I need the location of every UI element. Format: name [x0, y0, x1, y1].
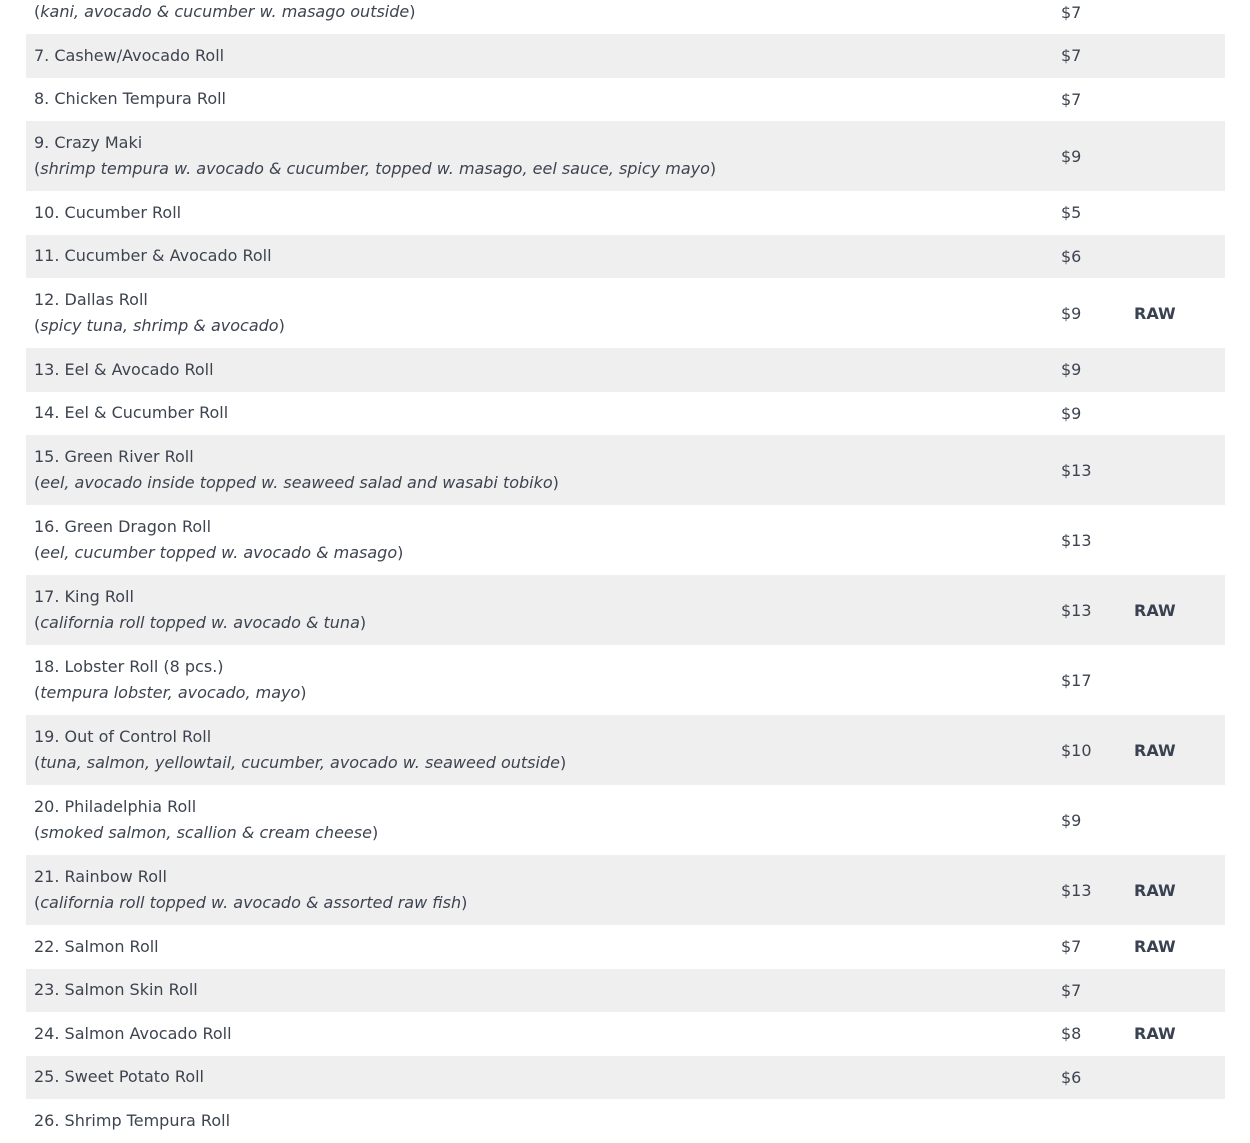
menu-item-description-text: california roll topped w. avocado & assorted raw fish [40, 893, 462, 912]
menu-item-price: $6 [1061, 246, 1082, 266]
menu-item-description-text: kani, avocado & cucumber w. masago outside [40, 2, 410, 21]
menu-item-cell [26, 0, 1061, 25]
menu-item-name: 7. Cashew/Avocado Roll [34, 45, 225, 65]
menu-item-name: 16. Green Dragon Roll [34, 517, 212, 536]
menu-row [26, 191, 1225, 235]
menu-item-description-text: california roll topped w. avocado & tuna [40, 613, 360, 632]
raw-badge: RAW [1134, 1024, 1176, 1044]
raw-badge: RAW [1134, 937, 1176, 957]
menu-item-price: $7 [1061, 2, 1082, 22]
menu-row [26, 78, 1225, 122]
menu-item-cell [26, 934, 1061, 960]
menu-item-description-text: eel, cucumber topped w. avocado & masago [40, 543, 398, 562]
menu-item-description-text: spicy tuna, shrimp & avocado [40, 316, 279, 335]
menu-item-name: 18. Lobster Roll (8 pcs.) [34, 657, 224, 676]
menu-row [26, 505, 1225, 575]
menu-item-cell [26, 1021, 1061, 1047]
menu-row [26, 715, 1225, 785]
menu-item-name: 23. Salmon Skin Roll [34, 980, 198, 1000]
menu-item-price: $10 [1061, 740, 1092, 760]
menu-row [26, 1099, 1225, 1143]
menu-item-name: 12. Dallas Roll [34, 290, 148, 309]
menu-item-name: 9. Crazy Maki [34, 133, 143, 152]
menu-item-cell [26, 200, 1061, 226]
menu-row [26, 235, 1225, 279]
menu-item-name: 20. Philadelphia Roll [34, 797, 197, 816]
menu-row [26, 855, 1225, 925]
menu-item-price: $9 [1061, 403, 1082, 423]
menu-row [26, 969, 1225, 1013]
menu-item-cell [26, 43, 1061, 69]
menu-row [26, 278, 1225, 348]
menu-row [26, 392, 1225, 436]
menu-item-description-text: tempura lobster, avocado, mayo [40, 683, 301, 702]
menu-item-description: (tuna, salmon, yellowtail, cucumber, avocado w. seaweed outside) [34, 753, 567, 772]
menu-item-name: 17. King Roll [34, 587, 134, 606]
menu-item-description: (tempura lobster, avocado, mayo) [34, 683, 307, 702]
menu-item-cell [26, 287, 1061, 339]
menu-item-price: $13 [1061, 880, 1092, 900]
menu-item-cell [26, 794, 1061, 846]
menu-item-cell [26, 724, 1061, 776]
menu-item-name: 21. Rainbow Roll [34, 867, 167, 886]
menu-item-cell [26, 400, 1061, 426]
menu-item-price: $17 [1061, 670, 1092, 690]
raw-badge: RAW [1134, 880, 1176, 900]
menu-item-description: (california roll topped w. avocado & assorted raw fish) [34, 893, 468, 912]
menu-row [26, 348, 1225, 392]
menu-item-name: 22. Salmon Roll [34, 936, 159, 956]
menu-item-name: 15. Green River Roll [34, 447, 194, 466]
menu-item-price: $9 [1061, 360, 1082, 380]
menu-item-description: (shrimp tempura w. avocado & cucumber, topped w. masago, eel sauce, spicy mayo) [34, 159, 717, 178]
menu-row [26, 435, 1225, 505]
menu-item-price: $13 [1061, 600, 1092, 620]
menu-item-cell [26, 86, 1061, 112]
menu-item-name: 25. Sweet Potato Roll [34, 1067, 204, 1087]
menu-item-description-text: smoked salmon, scallion & cream cheese [40, 823, 372, 842]
menu-item-description-text: shrimp tempura w. avocado & cucumber, topped w. masago, eel sauce, spicy mayo [40, 159, 710, 178]
menu-row [26, 575, 1225, 645]
menu-item-price: $13 [1061, 460, 1092, 480]
menu-row [26, 1012, 1225, 1056]
menu-item-cell [26, 1064, 1061, 1090]
menu-item-name: 24. Salmon Avocado Roll [34, 1023, 232, 1043]
menu-item-description: (california roll topped w. avocado & tuna) [34, 613, 367, 632]
menu-item-price: $8 [1061, 1024, 1082, 1044]
menu-item-name: 19. Out of Control Roll [34, 727, 212, 746]
menu-item-cell [26, 864, 1061, 916]
menu-item-description: (kani, avocado & cucumber w. masago outside) [34, 2, 416, 21]
menu-item-cell [26, 514, 1061, 566]
menu-item-price: $5 [1061, 203, 1082, 223]
menu-item-cell [26, 130, 1061, 182]
menu-row [26, 645, 1225, 715]
menu-item-cell [26, 977, 1061, 1003]
menu-item-name: 13. Eel & Avocado Roll [34, 359, 214, 379]
menu-item-description-text: tuna, salmon, yellowtail, cucumber, avocado w. seaweed outside [40, 753, 560, 772]
menu-item-name: 11. Cucumber & Avocado Roll [34, 246, 272, 266]
menu-table [26, 0, 1225, 1143]
menu-row [26, 925, 1225, 969]
menu-row [26, 785, 1225, 855]
menu-item-name: 14. Eel & Cucumber Roll [34, 403, 229, 423]
menu-item-price: $7 [1061, 980, 1082, 1000]
menu-item-name: 8. Chicken Tempura Roll [34, 89, 226, 109]
menu-item-cell [26, 444, 1061, 496]
menu-row [26, 121, 1225, 191]
menu-row [26, 1056, 1225, 1100]
menu-item-price: $7 [1061, 89, 1082, 109]
menu-item-name: 10. Cucumber Roll [34, 202, 182, 222]
menu-item-name: 26. Shrimp Tempura Roll [34, 1110, 231, 1130]
menu-item-cell [26, 357, 1061, 383]
menu-item-description: (smoked salmon, scallion & cream cheese) [34, 823, 379, 842]
menu-item-description: (eel, avocado inside topped w. seaweed salad and wasabi tobiko) [34, 473, 559, 492]
menu-item-description-text: eel, avocado inside topped w. seaweed salad and wasabi tobiko [40, 473, 553, 492]
menu-item-price: $9 [1061, 810, 1082, 830]
menu-row [26, 34, 1225, 78]
raw-badge: RAW [1134, 303, 1176, 323]
menu-item-cell [26, 1108, 1061, 1134]
raw-badge: RAW [1134, 740, 1176, 760]
menu-item-price: $13 [1061, 530, 1092, 550]
menu-row [26, 0, 1225, 34]
menu-item-description: (eel, cucumber topped w. avocado & masago) [34, 543, 404, 562]
menu-item-cell [26, 584, 1061, 636]
menu-item-price: $7 [1061, 46, 1082, 66]
menu-item-price: $6 [1061, 1067, 1082, 1087]
menu-item-cell [26, 654, 1061, 706]
menu-item-price: $9 [1061, 146, 1082, 166]
menu-item-description: (spicy tuna, shrimp & avocado) [34, 316, 285, 335]
menu-item-price: $9 [1061, 303, 1082, 323]
menu-item-price: $7 [1061, 937, 1082, 957]
menu-item-cell [26, 243, 1061, 269]
raw-badge: RAW [1134, 600, 1176, 620]
